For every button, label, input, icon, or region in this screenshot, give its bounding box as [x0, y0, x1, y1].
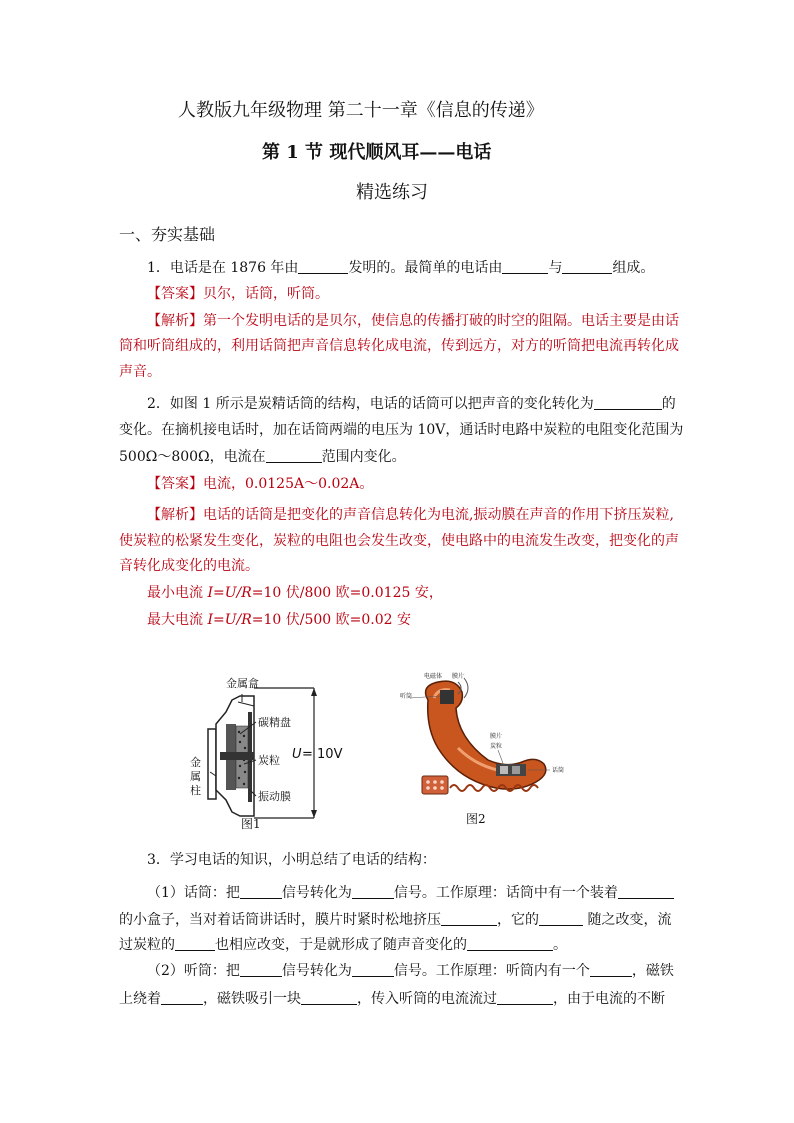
label-microphone: 话筒: [552, 767, 565, 774]
q3-stem: 3．学习电话的知识，小明总结了电话的结构：: [147, 852, 436, 868]
practice-title: 精选练习: [356, 182, 428, 203]
earpiece-cutaway: [440, 690, 454, 704]
q2-stem-l2: 变化。在摘机接电话时，加在话筒两端的电压为 10V，通话时电路中炭粒的电阻变化范围为: [119, 422, 684, 438]
label-metal-box: 金属盒: [226, 677, 259, 690]
section-heading: 一、夯实基础: [119, 225, 216, 244]
figure2-caption: 图2: [466, 812, 486, 826]
label-metal-column-3: 柱: [190, 784, 201, 797]
blank[interactable]: [497, 990, 553, 1005]
figure1-caption: 图1: [241, 817, 261, 831]
label-electromagnet: 电磁体: [424, 673, 443, 680]
label-u: U: [292, 747, 302, 762]
q1-answer: 【答案】贝尔，话筒，听筒。: [147, 286, 329, 302]
blank[interactable]: [594, 395, 662, 410]
label-diaphragm: 振动膜: [258, 790, 291, 803]
q1-analysis-l3: 声音。: [119, 364, 161, 380]
blank[interactable]: [352, 962, 394, 977]
blank[interactable]: [301, 990, 357, 1005]
blank[interactable]: [441, 911, 497, 926]
lesson-title: 第 1 节 现代顺风耳——电话: [262, 142, 492, 163]
figure1-carbon-microphone: [180, 672, 380, 832]
blank[interactable]: [539, 911, 583, 926]
blank[interactable]: [298, 259, 348, 274]
q1-analysis-l2: 筒和听筒组成的，利用话筒把声音信息转化成电流，传到远方，对方的听筒把电流再转化成: [119, 338, 679, 354]
q2-analysis: 【解析】电话的话筒是把变化的声音信息转化为电流,振动膜在声音的作用下挤压炭粒,: [147, 507, 674, 523]
label-metal-column-2: 属: [190, 770, 201, 783]
label-film: 膜片: [490, 733, 503, 740]
q3-part2-l2: 上绕着 ，磁铁吸引一块 ，传入听筒的电流流过 ，由于电流的不断: [119, 991, 665, 1007]
blank[interactable]: [467, 936, 553, 951]
q2-answer: 【答案】电流，0.0125A～0.02A。: [147, 476, 374, 492]
figure2-telephone: [398, 668, 568, 808]
label-membrane: 膜片: [452, 673, 465, 680]
blank[interactable]: [502, 259, 548, 274]
page-title: 人教版九年级物理 第二十一章《信息的传递》: [178, 100, 544, 121]
q3-part1-l2: 的小盒子，当对着话筒讲话时，膜片时紧时松地挤压 ，它的 随之改变，流: [119, 912, 672, 928]
q2-stem-l3: 500Ω～800Ω，电流在 范围内变化。: [119, 449, 406, 465]
q3-part1-l3: 过炭粒的 也相应改变，于是就形成了随声音变化的 。: [119, 937, 567, 953]
q1-analysis: 【解析】第一个发明电话的是贝尔，使信息的传播打破的时空的阻隔。电话主要是由话: [147, 313, 679, 329]
phone-base: [422, 776, 448, 794]
label-metal-column-1: 金: [190, 756, 201, 769]
q3-part2-l1: （2）听筒：把 信号转化为 信号。工作原理：听筒内有一个 ，磁铁: [147, 963, 674, 979]
blank[interactable]: [240, 884, 282, 899]
metal-column: [208, 729, 216, 799]
label-voltage: = 10V: [302, 747, 343, 762]
center-bolt: [220, 752, 254, 760]
q2-max-current: 最大电流 I=U/R=10 伏/500 欧=0.02 安: [147, 612, 412, 628]
q2-min-current: 最小电流 I=U/R=10 伏/800 欧=0.0125 安，: [147, 585, 443, 601]
q2-analysis-l2: 使炭粒的松紧发生变化，炭粒的电阻也会发生改变，使电路中的电流发生改变，把变化的声: [119, 533, 679, 549]
q1-stem: 1．电话是在 1876 年由 发明的。最简单的电话由 与 组成。: [147, 260, 655, 276]
blank[interactable]: [562, 259, 612, 274]
blank[interactable]: [352, 884, 394, 899]
blank[interactable]: [175, 936, 215, 951]
label-carbon-plate: 碳精盘: [258, 716, 291, 729]
q2-analysis-l3: 音转化成变化的电流。: [119, 558, 259, 574]
blank[interactable]: [161, 990, 203, 1005]
q2-stem: 2．如图 1 所示是炭精话筒的结构，电话的话筒可以把声音的变化转化为 的: [147, 396, 676, 412]
label-carbon-grains: 炭粒: [258, 754, 280, 767]
label-receiver: 听筒: [400, 693, 413, 700]
blank[interactable]: [240, 962, 282, 977]
blank[interactable]: [590, 962, 632, 977]
q3-part1-l1: （1）话筒：把 信号转化为 信号。工作原理：话筒中有一个装着: [147, 883, 674, 903]
label-carbon: 炭粒: [490, 743, 503, 750]
blank[interactable]: [266, 448, 322, 463]
blank[interactable]: [618, 884, 674, 899]
